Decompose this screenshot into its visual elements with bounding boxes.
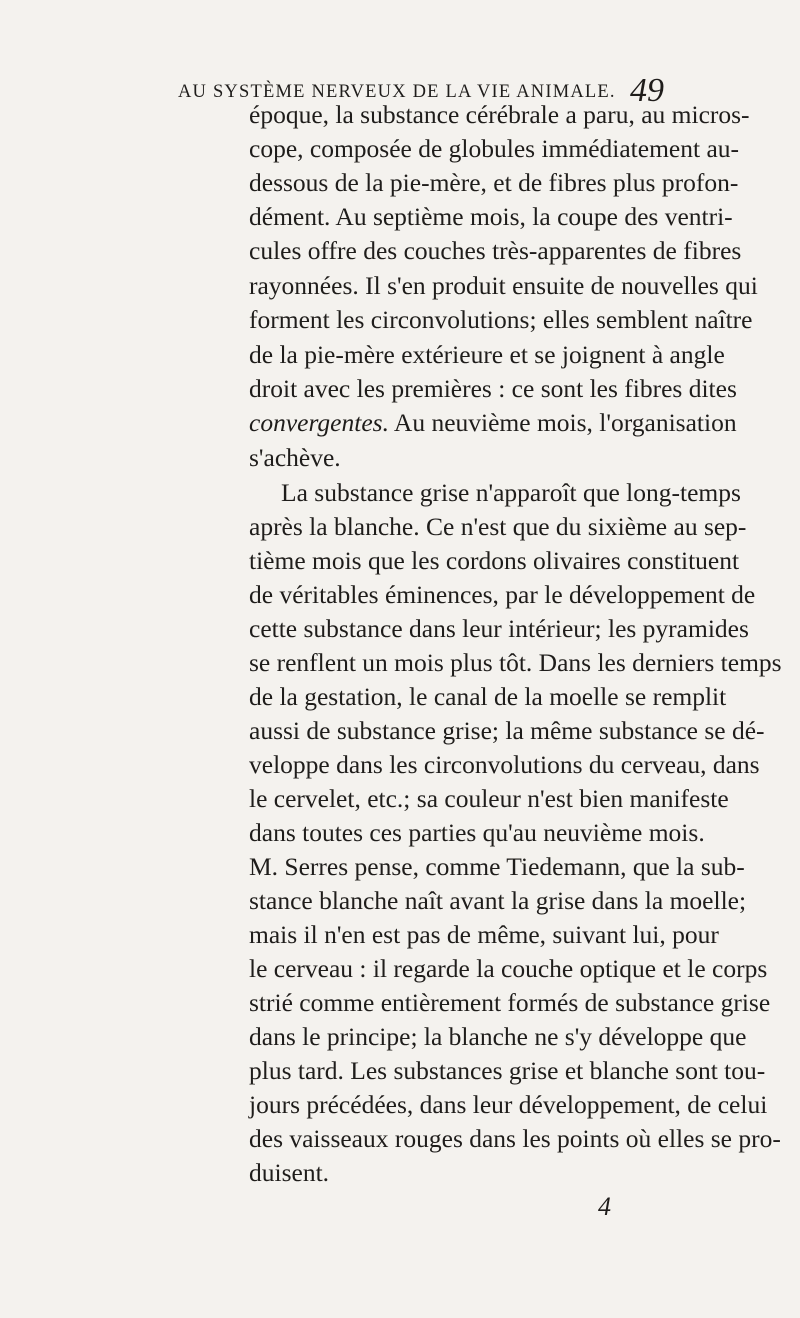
signature-mark: 4 [598, 1192, 611, 1221]
emphasis-word: convergentes. [249, 408, 389, 437]
text-line: de véritables éminences, par le développement de [249, 580, 756, 609]
text-line: cules offre des couches très-apparentes de fibres [249, 236, 742, 265]
text-line: de la gestation, le canal de la moelle se remplit [249, 682, 727, 711]
text-line: M. Serres pense, comme Tiedemann, que la sub- [249, 852, 745, 881]
text-line: forment les circonvolutions; elles semblent naître [249, 305, 753, 334]
text-line: le cerveau : il regarde la couche optique et le corps [249, 954, 768, 983]
text-line: rayonnées. Il s'en produit ensuite de nouvelles qui [249, 271, 758, 300]
text-line [249, 408, 737, 438]
page-number: 49 [630, 72, 664, 109]
text-line: cette substance dans leur intérieur; les pyramides [249, 614, 749, 643]
text-line: plus tard. Les substances grise et blanche sont tou- [249, 1056, 766, 1085]
text-line: dessous de la pie-mère, et de fibres plus profon- [249, 168, 739, 197]
text-line: cope, composée de globules immédiatement au- [249, 134, 740, 163]
text-line: s'achève. [249, 443, 341, 472]
text-line: strié comme entièrement formés de substance grise [249, 988, 771, 1017]
text-line: duisent. [249, 1158, 330, 1187]
text-line: des vaisseaux rouges dans les points où elles se pro- [249, 1124, 781, 1153]
text-line: époque, la substance cérébrale a paru, au micros- [249, 100, 750, 129]
text-line: de la pie-mère extérieure et se joignent à angle [249, 340, 725, 369]
text-line: dément. Au septième mois, la coupe des ventri- [249, 202, 733, 231]
text-line: se renflent un mois plus tôt. Dans les derniers temps [249, 648, 782, 677]
text-line: le cervelet, etc.; sa couleur n'est bien manifeste [249, 784, 729, 813]
running-title: AU SYSTÈME NERVEUX DE LA VIE ANIMALE. [178, 82, 616, 102]
text-fragment: Au neuvième mois, l'organisation [388, 408, 737, 437]
text-line: aussi de substance grise; la même substance se dé- [249, 716, 765, 745]
text-line: La substance grise n'apparoît que long-temps [281, 478, 741, 507]
text-line: dans toutes ces parties qu'au neuvième mois. [249, 818, 705, 847]
text-line: veloppe dans les circonvolutions du cerveau, dans [249, 750, 760, 779]
text-line: dans le principe; la blanche ne s'y développe que [249, 1022, 747, 1051]
text-line: stance blanche naît avant la grise dans la moelle; [249, 886, 747, 915]
text-line: tième mois que les cordons olivaires constituent [249, 546, 740, 575]
text-line: mais il n'en est pas de même, suivant lui, pour [249, 920, 719, 949]
text-line: après la blanche. Ce n'est que du sixième au sep- [249, 512, 747, 541]
text-line: jours précédées, dans leur développement, de celui [249, 1090, 768, 1119]
text-line: droit avec les premières : ce sont les fibres dites [249, 374, 737, 403]
